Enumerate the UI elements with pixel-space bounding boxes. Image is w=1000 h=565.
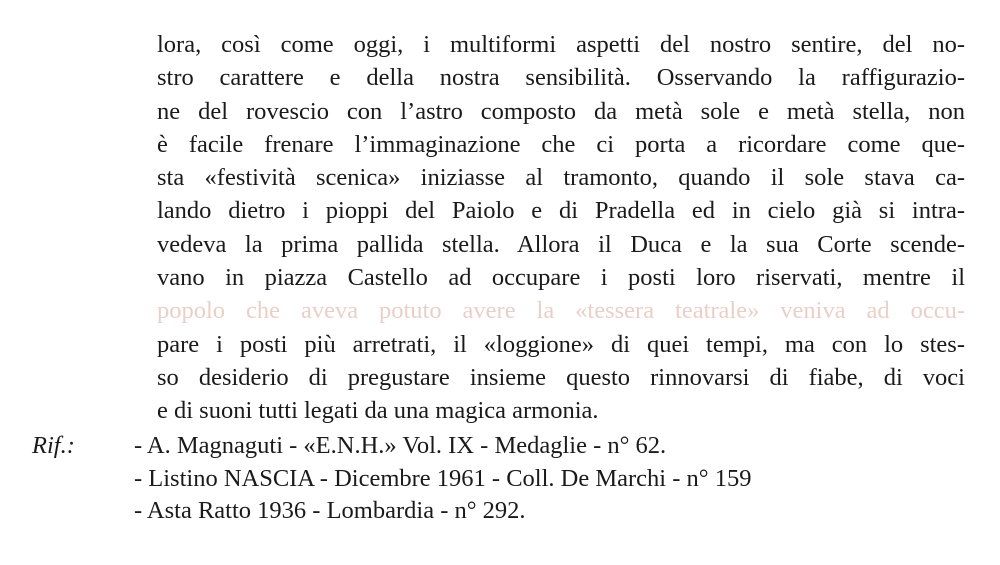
- text-line: so desiderio di pregustare insieme questo rinnovarsi di fiabe, di voci: [157, 363, 965, 391]
- text-line: e di suoni tutti legati da una magica armonia.: [157, 397, 599, 425]
- text-line: pare i posti più arretrati, il «loggione» di quei tempi, ma con lo stes-: [157, 330, 965, 358]
- text-line: vedeva la prima pallida stella. Allora il Duca e la sua Corte scende-: [157, 230, 965, 258]
- text-line: vano in piazza Castello ad occupare i posti loro riservati, mentre il: [157, 264, 965, 292]
- reference-item: - Asta Ratto 1936 - Lombardia - n° 292.: [134, 497, 526, 524]
- body-text: [157, 28, 965, 428]
- text-line: è facile frenare l’immaginazione che ci porta a ricordare come que-: [157, 130, 965, 158]
- text-line: lora, così come oggi, i multiformi aspetti del nostro sentire, del no-: [157, 31, 965, 58]
- reference-item: - Listino NASCIA - Dicembre 1961 - Coll. De Marchi - n° 159: [134, 464, 752, 492]
- text-line-faded: popolo che aveva potuto avere la «tessera teatrale» veniva ad occu-: [157, 297, 965, 325]
- references-label: Rif.:: [32, 432, 75, 459]
- reference-item: - A. Magnaguti - «E.N.H.» Vol. IX - Medaglie - n° 62.: [134, 432, 667, 459]
- text-line: sta «festività scenica» iniziasse al tramonto, quando il sole stava ca-: [157, 164, 965, 192]
- text-line: stro carattere e della nostra sensibilità. Osservando la raffigurazio-: [157, 64, 965, 92]
- text-line: ne del rovescio con l’astro composto da metà sole e metà stella, non: [157, 97, 965, 125]
- text-line: lando dietro i pioppi del Paiolo e di Pradella ed in cielo già si intra-: [157, 197, 965, 225]
- references-list: [134, 430, 751, 528]
